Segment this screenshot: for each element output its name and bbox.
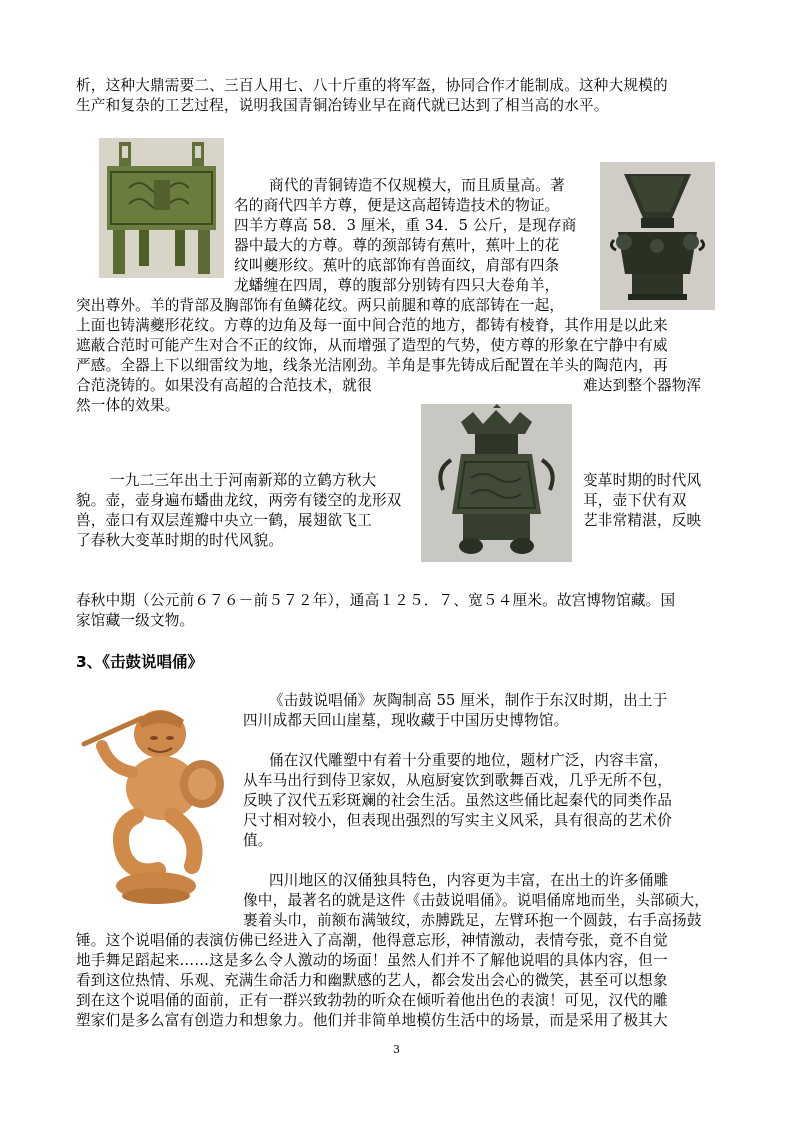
text-line: 春秋中期（公元前６７６－前５７２年），通高１２５．７、宽５４厘米。故宫博物馆藏。国: [76, 592, 676, 609]
text-line: 地手舞足蹈起来……这是多么令人激动的场面！虽然人们并不了解他说唱的具体内容，但一: [76, 952, 668, 969]
drum-storyteller-figurine-image: [76, 700, 236, 910]
text-line: 四川地区的汉俑独具特色，内容更为丰富，在出土的许多俑雕: [269, 872, 669, 889]
text-line: 看到这位热情、乐观、充满生命活力和幽默感的艺人，都会发出会心的微笑，甚至可以想象: [76, 972, 668, 989]
text-line: 变革时期的时代风: [583, 472, 702, 489]
text-line: 裹着头巾，前额布满皱纹，赤膊跣足，左臂环抱一个圆鼓，右手高扬鼓: [243, 912, 702, 929]
text-line: 析，这种大鼎需要二、三百人用七、八十斤重的将军盔，协同合作才能制成。这种大规模的: [76, 77, 668, 94]
text-line: 了春秋大变革时期的时代风貌。: [76, 532, 284, 549]
text-line: 从车马出行到侍卫家奴，从庖厨宴饮到歌舞百戏，几乎无所不包，: [243, 772, 673, 789]
four-ram-square-zun-image: [600, 162, 715, 310]
text-line: 耳，壶下伏有双: [583, 492, 687, 509]
text-line: 严感。全器上下以细雷纹为地，线条光洁刚劲。羊角是事先铸成后配置在羊头的陶范内，再: [76, 357, 668, 374]
text-line: 反映了汉代五彩斑斓的社会生活。虽然这些俑比起秦代的同类作品: [243, 792, 673, 809]
text-line: 名的商代四羊方尊，便是这高超铸造技术的物证。: [234, 197, 560, 214]
text-line: 兽，壶口有双层莲瓣中央立一鹤，展翅欲飞工: [76, 512, 372, 529]
text-line: 尺寸相对较小，但表现出强烈的写实主义风采，具有很高的艺术价: [243, 812, 673, 829]
text-line: 四川成都天回山崖墓，现收藏于中国历史博物馆。: [243, 712, 569, 729]
text-line: 突出尊外。羊的背部及胸部饰有鱼鳞花纹。两只前腿和尊的底部铸在一起，: [76, 297, 565, 314]
text-line: 龙蟠缠在四周，尊的腹部分别铸有四只大卷角羊，: [234, 277, 560, 294]
text-line: 家馆藏一级文物。: [76, 612, 195, 629]
text-line: 貌。壶，壶身遍布蟠曲龙纹，两旁有镂空的龙形双: [76, 492, 402, 509]
text-line: 值。: [243, 832, 273, 849]
bronze-square-ding-image: [99, 138, 224, 278]
page-number: 3: [393, 1043, 400, 1056]
text-line: 四羊方尊高 58．3 厘米，重 34．5 公斤，是现存商: [234, 217, 577, 234]
text-line: 难达到整个器物浑: [583, 377, 702, 394]
text-line: 俑在汉代雕塑中有着十分重要的地位，题材广泛，内容丰富，: [269, 752, 669, 769]
text-line: 上面也铸满夔形花纹。方尊的边角及每一面中间合范的地方，都铸有棱脊，其作用是以此来: [76, 317, 668, 334]
text-line: 塑家们是多么富有创造力和想象力。他们并非简单地模仿生活中的场景，而是采用了极其大: [76, 1012, 668, 1029]
text-line: 器中最大的方尊。尊的颈部铸有蕉叶，蕉叶上的花: [234, 237, 560, 254]
text-line: 像中，最著名的就是这件《击鼓说唱俑》。说唱俑席地而坐，头部硕大，: [243, 892, 710, 909]
text-line: 生产和复杂的工艺过程，说明我国青铜冶铸业早在商代就已达到了相当高的水平。: [76, 97, 609, 114]
text-line: 商代的青铜铸造不仅规模大，而且质量高。著: [269, 177, 565, 194]
text-line: 一九二三年出土于河南新郑的立鹤方秋大: [110, 472, 377, 489]
text-line: 合范浇铸的。如果没有高超的合范技术，就很: [76, 377, 372, 394]
text-line: 纹叫夔形纹。蕉叶的底部饰有兽面纹，肩部有四条: [234, 257, 560, 274]
text-line: 锤。这个说唱俑的表演仿佛已经进入了高潮，他得意忘形，神情激动，表情夸张，竟不自觉: [76, 932, 668, 949]
section-heading: 3、《击鼓说唱俑》: [76, 653, 204, 671]
text-line: 到在这个说唱俑的面前，正有一群兴致勃勃的听众在倾听着他出色的表演！可见，汉代的雕: [76, 992, 668, 1009]
text-line: 然一体的效果。: [76, 397, 180, 414]
text-line: 艺非常精湛，反映: [583, 512, 702, 529]
text-line: 遮蔽合范时可能产生对合不正的纹饰，从而增强了造型的气势，使方尊的形象在宁静中有威: [76, 337, 668, 354]
lotus-crane-square-hu-image: [421, 404, 572, 562]
text-line: 《击鼓说唱俑》灰陶制高 55 厘米，制作于东汉时期，出土于: [269, 692, 668, 709]
